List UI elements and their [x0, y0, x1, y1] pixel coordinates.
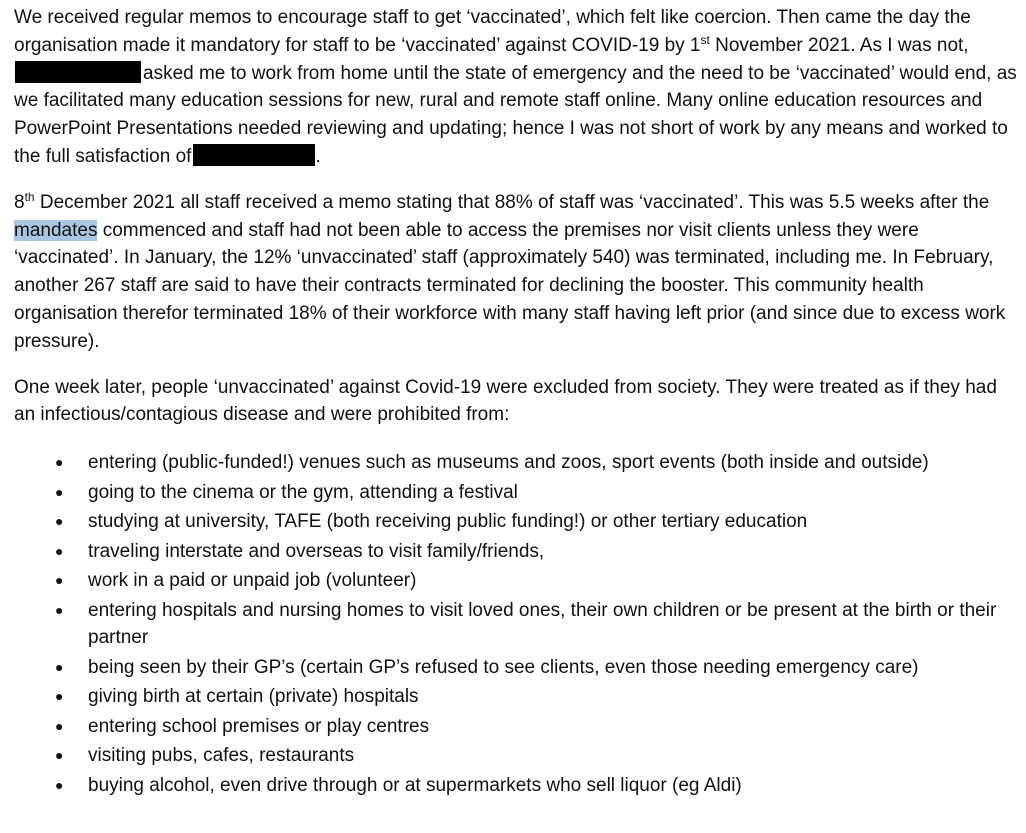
- list-item-text: buying alcohol, even drive through or at supermarkets who sell liquor (eg Aldi): [88, 774, 742, 796]
- list-item: [14, 654, 1018, 682]
- list-item-text: entering (public-funded!) venues such as museums and zoos, sport events (both inside and outside): [88, 452, 929, 474]
- redacted-name-block: [15, 61, 141, 83]
- paragraph-text: commenced and staff had not been able to access the premises nor visit clients unless they were ‘vaccinated’. In January, the 12% ‘unvaccinated’ staff (approximately 540) was terminated, including me. In February, another 267 staff are said to have their contracts terminated for declining the booster. This community health organisation therefor terminated 18% of their workforce with many staff having left prior (and since due to excess work pressure).: [14, 219, 1006, 352]
- list-item-text: entering school premises or play centres: [88, 715, 430, 737]
- bullet-icon: ●: [55, 688, 64, 705]
- list-item-text: going to the cinema or the gym, attending a festival: [88, 481, 518, 503]
- redacted-name-block: [193, 144, 315, 166]
- list-item: [14, 508, 1018, 536]
- ordinal-superscript: st: [700, 32, 710, 47]
- list-item: [14, 597, 1018, 652]
- bullet-icon: ●: [55, 542, 64, 559]
- list-item: [14, 772, 1018, 800]
- bullet-icon: ●: [55, 601, 64, 618]
- list-item: [14, 713, 1018, 741]
- bullet-icon: ●: [55, 513, 64, 530]
- bullet-icon: ●: [55, 483, 64, 500]
- bullet-icon: ●: [55, 747, 64, 764]
- list-item-text: being seen by their GP’s (certain GP’s refused to see clients, even those needing emergency care): [88, 656, 919, 678]
- paragraph-excluded-from-society: One week later, people ‘unvaccinated’ against Covid-19 were excluded from society. They were treated as if they had an infectious/contagious disease and were prohibited from:: [14, 376, 997, 426]
- paragraph-text: We received regular memos to encourage staff to get ‘vaccinated’, which felt like coercion. Then came the day the organisation made it mandatory for staff to be ‘vaccinated’ against COVID-19 by 1: [14, 7, 971, 56]
- bullet-icon: ●: [55, 572, 64, 589]
- paragraph-text: asked me to work from home until the state of emergency and the need to be ‘vaccinated’ would end, as we facilitated many education sessions for new, rural and remote staff online. Many online education resources and PowerPoint Presentations needed reviewing and updating; hence I was not short of work by any means and worked to the full satisfaction of: [14, 62, 1017, 167]
- bullet-icon: ●: [55, 658, 64, 675]
- list-item-text: giving birth at certain (private) hospitals: [88, 686, 419, 708]
- list-item: [14, 538, 1018, 566]
- list-item: [14, 683, 1018, 711]
- paragraph-text: November 2021. As I was not,: [709, 34, 969, 56]
- ordinal-superscript: th: [24, 189, 35, 204]
- list-item: [14, 742, 1018, 770]
- paragraph-text: 8: [14, 191, 25, 213]
- bullet-icon: ●: [55, 776, 64, 793]
- list-item-text: studying at university, TAFE (both receiving public funding!) or other tertiary education: [88, 511, 808, 533]
- list-item-text: entering hospitals and nursing homes to visit loved ones, their own children or be present at the birth or their partner: [88, 599, 997, 649]
- bullet-icon: ●: [55, 454, 64, 471]
- prohibitions-list: [14, 449, 1018, 799]
- list-item: [14, 567, 1018, 595]
- paragraph-staff-terminated: [14, 189, 1018, 356]
- selected-text-highlight[interactable]: mandates: [14, 219, 98, 241]
- bullet-icon: ●: [55, 717, 64, 734]
- paragraph-vaccination-memos: [14, 4, 1018, 171]
- paragraph-end: .: [315, 145, 321, 167]
- list-item-text: traveling interstate and overseas to visit family/friends,: [88, 540, 545, 562]
- list-item-text: work in a paid or unpaid job (volunteer): [88, 570, 417, 592]
- list-item: [14, 449, 1018, 477]
- list-item-text: visiting pubs, cafes, restaurants: [88, 745, 355, 767]
- list-item: [14, 479, 1018, 507]
- paragraph-text: December 2021 all staff received a memo stating that 88% of staff was ‘vaccinated’. This was 5.5 weeks after the: [34, 191, 990, 213]
